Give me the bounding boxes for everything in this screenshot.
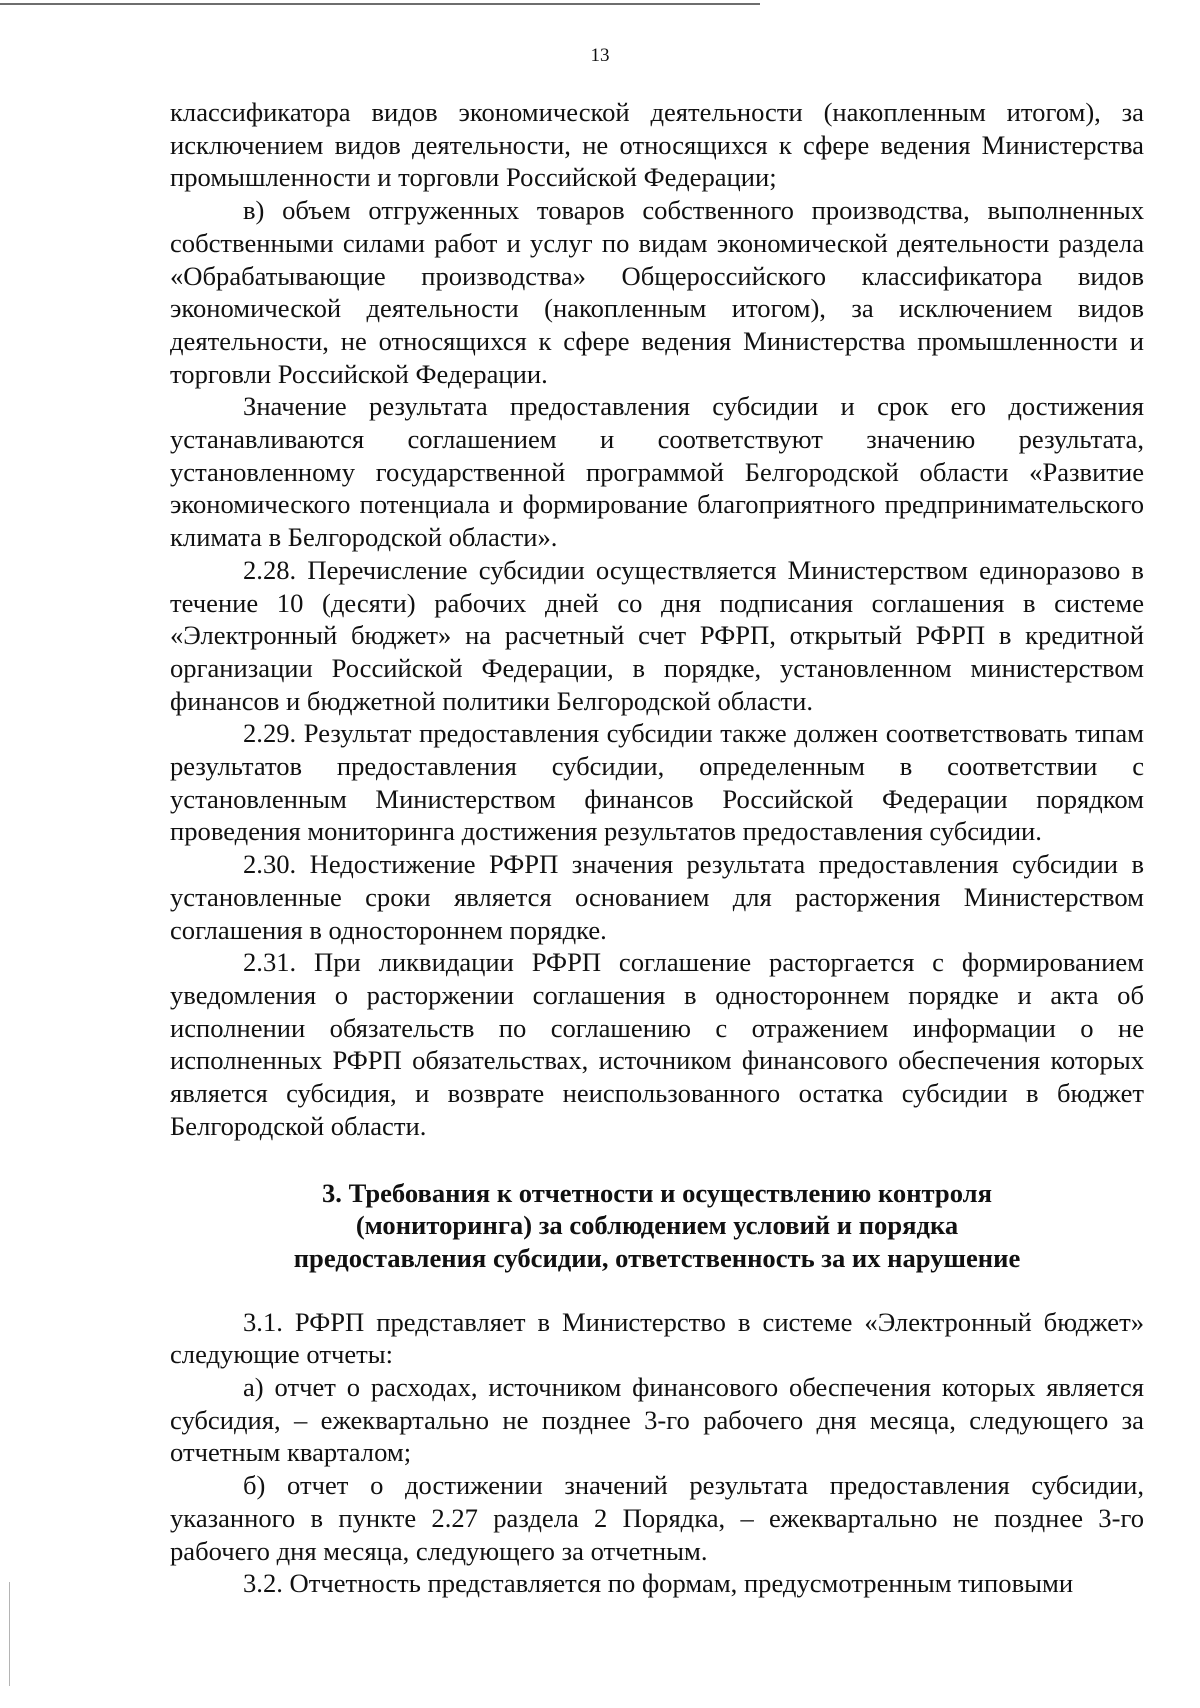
scan-edge-line bbox=[0, 3, 760, 5]
paragraph: классификатора видов экономической деятельности (накопленным итогом), за исключением видов деятельности, не относящихся к сфере ведения Министерства промышленности и торговли Российской Федерации; bbox=[170, 97, 1144, 193]
paragraph: 2.29. Результат предоставления субсидии также должен соответствовать типам результатов предоставления субсидии, определенным в соответствии с установленным Министерством финансов Российской Федерации порядком проведения мониторинга достижения результатов предоставления субсидии. bbox=[170, 718, 1144, 847]
paragraph: 2.31. При ликвидации РФРП соглашение расторгается с формированием уведомления о расторжении соглашения в одностороннем порядке и акта об исполнении обязательств по соглашению с отражением информации о не исполненных РФРП обязательствах, источником финансового обеспечения которых является субсидия, и возврате неиспользованного остатка субсидии в бюджет Белгородской области. bbox=[170, 947, 1144, 1141]
paragraph: 3.2. Отчетность представляется по формам, предусмотренным типовыми bbox=[243, 1568, 1074, 1599]
section-heading-line: (мониторинга) за соблюдением условий и порядка bbox=[355, 1210, 959, 1241]
scan-margin-mark bbox=[9, 1582, 10, 1686]
section-heading-line: предоставления субсидии, ответственность за их нарушение bbox=[293, 1242, 1021, 1273]
section-heading-line: 3. Требования к отчетности и осуществлению контроля bbox=[322, 1177, 992, 1208]
paragraph: 3.1. РФРП представляет в Министерство в системе «Электронный бюджет» следующие отчеты: bbox=[170, 1306, 1144, 1370]
document-body bbox=[170, 96, 1144, 1600]
paragraphs-before-heading bbox=[170, 96, 1144, 1143]
paragraph: в) объем отгруженных товаров собственного производства, выполненных собственными силами работ и услуг по видам экономической деятельности раздела «Обрабатывающие производства» Общероссийского классификатора видов экономической деятельности (накопленным итогом), за исключением видов деятельности, не относящихся к сфере ведения Министерства промышленности и торговли Российской Федерации. bbox=[170, 195, 1144, 389]
paragraph: 2.28. Перечисление субсидии осуществляется Министерством единоразово в течение 10 (десяти) рабочих дней со дня подписания соглашения в системе «Электронный бюджет» на расчетный счет РФРП, открытый РФРП в кредитной организации Российской Федерации, в порядке, установленном министерством финансов и бюджетной политики Белгородской области. bbox=[170, 554, 1144, 716]
paragraphs-after-heading bbox=[170, 1306, 1144, 1600]
paragraph: б) отчет о достижении значений результата предоставления субсидии, указанного в пункте 2.27 раздела 2 Порядка, – ежеквартально не позднее 3-го рабочего дня месяца, следующего за отчетным. bbox=[170, 1470, 1144, 1566]
page-number: 13 bbox=[590, 45, 610, 66]
paragraph: Значение результата предоставления субсидии и срок его достижения устанавливаются соглашением и соответствуют значению результата, установленному государственной программой Белгородской области «Развитие экономического потенциала и формирование благоприятного предпринимательского климата в Белгородской области». bbox=[170, 391, 1144, 553]
section-heading bbox=[170, 1177, 1144, 1275]
paragraph: 2.30. Недостижение РФРП значения результата предоставления субсидии в установленные сроки является основанием для расторжения Министерством соглашения в одностороннем порядке. bbox=[170, 849, 1144, 945]
paragraph: а) отчет о расходах, источником финансового обеспечения которых является субсидия, – ежеквартально не позднее 3-го рабочего дня месяца, следующего за отчетным кварталом; bbox=[170, 1372, 1144, 1468]
